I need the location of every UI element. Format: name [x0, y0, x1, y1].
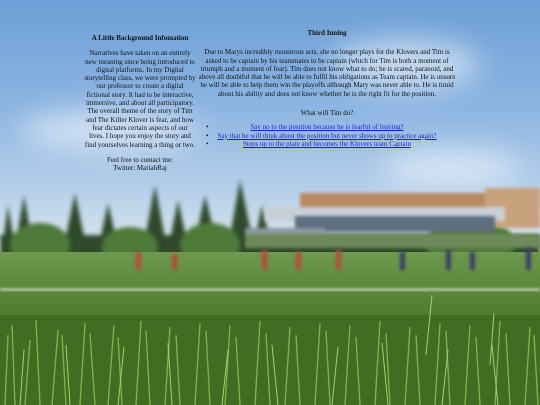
choice-item [196, 140, 458, 148]
choice-link-accept[interactable]: Steps up to the plate and becomes the Klovers team Captain [243, 140, 411, 149]
grass-foreground [0, 295, 540, 405]
story-question: What will Tim do? [300, 109, 354, 118]
story-title: Third Inning [307, 29, 347, 37]
choice-item [196, 123, 458, 131]
bullet-icon: • [206, 140, 209, 149]
bullet-icon: • [206, 131, 209, 140]
choice-list [196, 123, 458, 148]
story-section [196, 29, 458, 149]
choice-item [196, 132, 458, 140]
contact-line: Feel free to contact me: [106, 155, 174, 164]
choice-link-decline[interactable]: Say no to the position because he is fearful of leaving? [250, 123, 404, 132]
info-heading: A Little Background Infomation [91, 34, 189, 42]
players [0, 240, 540, 280]
background-info-section [84, 34, 196, 172]
bullet-icon: • [206, 123, 209, 132]
choice-link-avoid[interactable]: Say that he will think about the position but never shows up to practice again? [217, 131, 437, 140]
school-building [245, 188, 540, 248]
twitter-handle: Twitter: MariahRaj [113, 164, 167, 173]
field-line [0, 288, 540, 291]
story-paragraph: Due to Marys incredibly monstrous acts, she no longer plays for the Klovers and Tim is asked to be captain by his teammates to be captain (which for Tim is both a moment of triumph and a moment of fear). Tim does not know what to do; he is scared, paranoid, and above all doubtful that he will be able to fulfil his obligations as Team captain. He is unsure he will be able to help them win the playoffs although Mary was never able to. He is timid about his ability and does not know whether he is the right fit for the position. [198, 48, 456, 98]
info-paragraph: Narratives have taken on an entirely new meaning since being introduced to digital platforms. In my Digital storytelling class, we were prompted by our professor to create a digital fictional story. It had to be interactive, immersive, and about all participatory. The overall theme of the story of Tim and The Killer Klover is fear, and how fear dictates certain aspects of our lives. I hope you enjoy the story and find yourselves learning a thing or two. [84, 49, 196, 149]
